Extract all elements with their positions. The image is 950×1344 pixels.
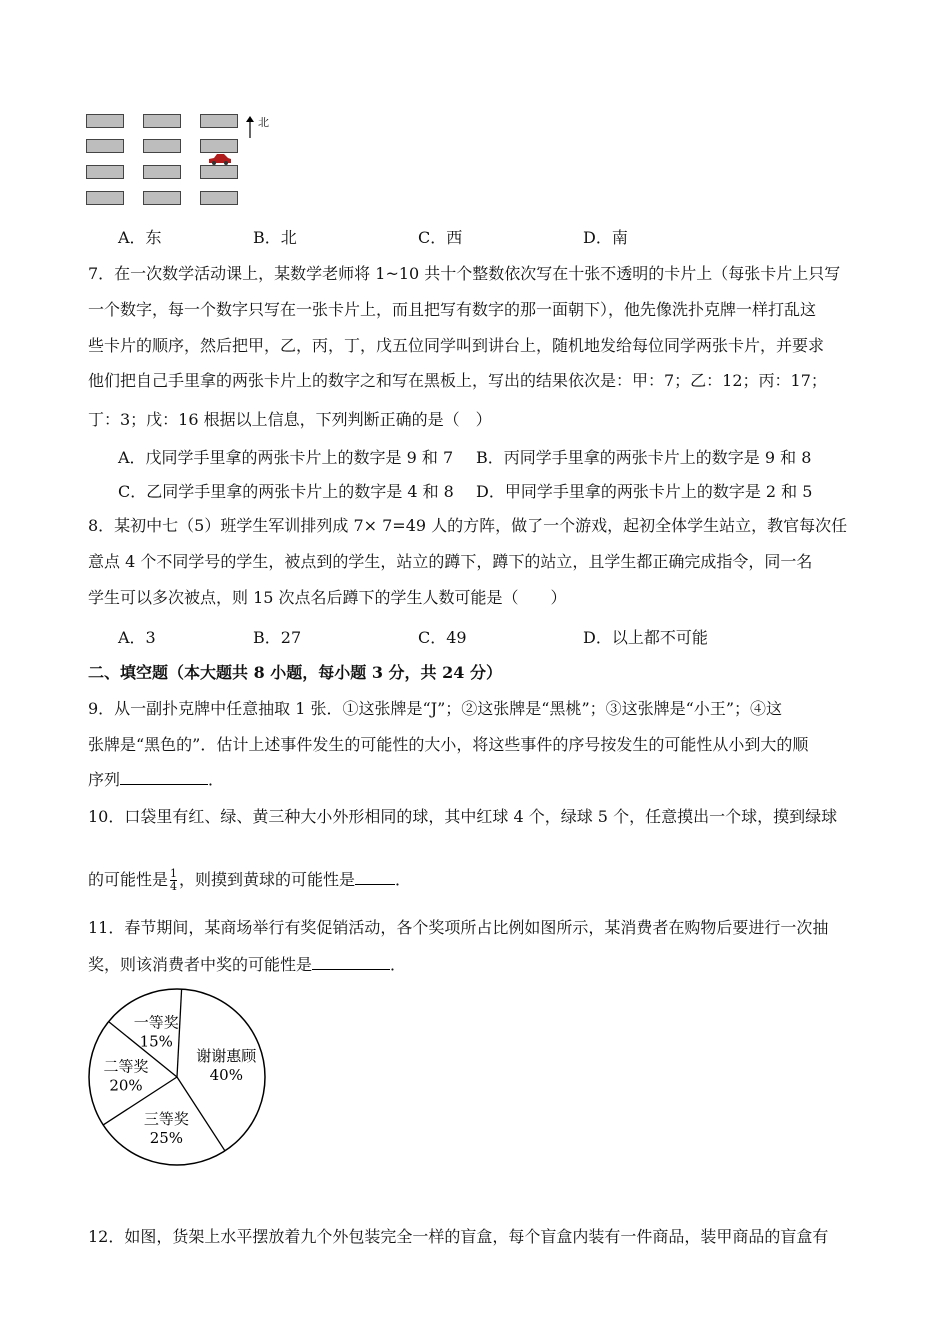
option-a[interactable]: A．3 [118,628,156,647]
q10-text-a: 的可能性是 [88,870,169,889]
q10-text: 10．口袋里有红、绿、黄三种大小外形相同的球，其中红球 4 个，绿球 5 个，任意摸出一个球，摸到绿球 [88,807,838,826]
option-c[interactable]: C．乙同学手里拿的两张卡片上的数字是 4 和 8 [118,482,454,501]
north-label: 北 [258,116,269,129]
option-d[interactable]: D．以上都不可能 [583,628,708,647]
slice-percent-label: 20% [109,1076,143,1095]
option-c[interactable]: C．西 [418,228,463,247]
q9-text: 9．从一副扑克牌中任意抽取 1 张．①这张牌是“J”；②这张牌是“黑桃”；③这张牌是“小王”；④这 [88,699,783,718]
prize-pie-chart [85,985,270,1170]
option-b[interactable]: B．27 [253,628,302,647]
option-b[interactable]: B．丙同学手里拿的两张卡片上的数字是 9 和 8 [476,448,812,467]
period: ． [395,870,412,889]
section-heading: 二、填空题（本大题共 8 小题，每小题 3 分，共 24 分） [88,663,502,682]
period: ． [208,770,225,789]
q7-text: 7．在一次数学活动课上，某数学老师将 1~10 共十个整数依次写在十张不透明的卡片上（每张卡片上只写 [88,264,841,283]
denominator: 4 [170,880,178,893]
slice-percent-label: 40% [209,1065,243,1084]
q9-text-tail: 序列 [88,770,121,789]
q7-text: 一个数字，每一个数字只写在一张卡片上，而且把写有数字的那一面朝下），他先像洗扑克牌一样打乱这 [88,300,817,319]
option-d[interactable]: D．南 [583,228,628,247]
option-b[interactable]: B．北 [253,228,297,247]
slice-name-label: 三等奖 [143,1109,189,1128]
slice-name-label: 谢谢惠顾 [196,1046,257,1065]
q11-text [88,955,406,975]
option-c[interactable]: C．49 [418,628,467,647]
slice-name-label: 一等奖 [133,1013,179,1032]
q9-text [88,770,224,790]
q11-text-tail: 奖，则该消费者中奖的可能性是 [88,955,313,974]
q11-text: 11．春节期间，某商场举行有奖促销活动，各个奖项所占比例如图所示，某消费者在购物后要进行一次抽 [88,918,829,937]
q8-text: 意点 4 个不同学号的学生，被点到的学生，站立的蹲下，蹲下的站立，且学生都正确完成指令，同一名 [88,552,813,571]
q9-text: 张牌是“黑色的”．估计上述事件发生的可能性的大小，将这些事件的序号按发生的可能性从小到大的顺 [88,735,809,754]
option-d[interactable]: D．甲同学手里拿的两张卡片上的数字是 2 和 5 [476,482,813,501]
answer-blank[interactable] [312,955,390,970]
north-arrow-icon [246,116,254,138]
slice-percent-label: 15% [139,1032,173,1051]
car-icon [208,153,232,165]
q10-text-b: ，则摸到黄球的可能性是 [179,870,356,889]
q7-text: 些卡片的顺序，然后把甲，乙，丙，丁，戊五位同学叫到讲台上，随机地发给每位同学两张卡片，并要求 [88,336,825,355]
q7-text: 他们把自己手里拿的两张卡片上的数字之和写在黑板上，写出的结果依次是：甲：7；乙：12；丙：17； [88,371,827,390]
option-a[interactable]: A．东 [118,228,162,247]
answer-blank[interactable] [355,870,395,885]
q7-text: 丁：3；戊：16 根据以上信息，下列判断正确的是（ ） [88,410,492,429]
period: ． [390,955,407,974]
option-a[interactable]: A．戊同学手里拿的两张卡片上的数字是 9 和 7 [118,448,454,467]
q8-text: 学生可以多次被点，则 15 次点名后蹲下的学生人数可能是（ ） [88,588,567,607]
parking-figure [86,114,286,214]
q8-text: 8．某初中七（5）班学生军训排列成 7× 7=49 人的方阵，做了一个游戏，起初全体学生站立，教官每次任 [88,516,848,535]
fraction [170,868,177,893]
q10-text [88,862,411,898]
slice-name-label: 二等奖 [103,1057,149,1076]
answer-blank[interactable] [120,770,208,785]
q12-text: 12．如图，货架上水平摆放着九个外包装完全一样的盲盒，每个盲盒内装有一件商品，装甲商品的盲盒有 [88,1227,829,1246]
slice-percent-label: 25% [149,1128,184,1147]
numerator: 1 [170,867,178,880]
